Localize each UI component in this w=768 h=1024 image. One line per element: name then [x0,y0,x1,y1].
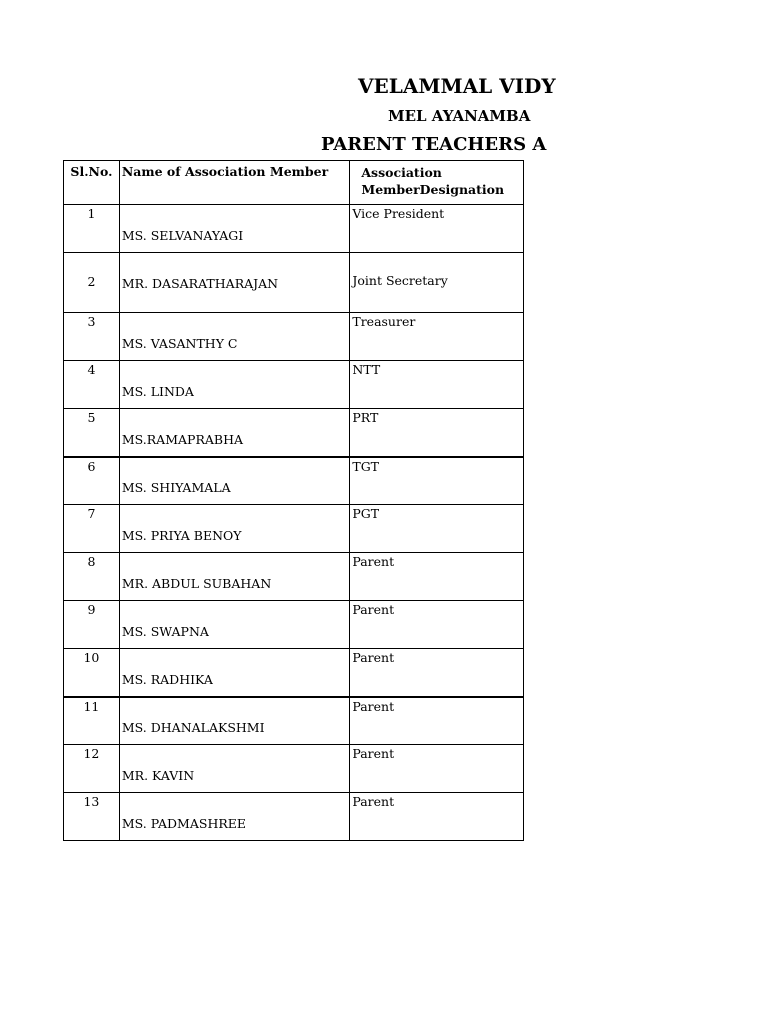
name-cell: MS. LINDA [119,361,349,409]
table-row [64,409,524,457]
table-row [64,361,524,409]
table-row [64,697,524,745]
sl-cell: 7 [64,505,120,553]
table-row [64,253,524,313]
header-member-name: Name of Association Member [119,161,349,205]
sl-cell: 5 [64,409,120,457]
table-row [64,505,524,553]
designation-cell: Parent [350,793,524,841]
header-designation-line1: Association [361,165,442,180]
designation-cell: PRT [350,409,524,457]
sl-cell: 13 [64,793,120,841]
designation-cell: Treasurer [350,313,524,361]
sl-cell: 10 [64,649,120,697]
designation-cell: NTT [350,361,524,409]
name-cell: MS. RADHIKA [119,649,349,697]
sl-cell: 2 [64,253,120,313]
sl-cell: 12 [64,745,120,793]
name-cell: MS. SHIYAMALA [119,457,349,505]
name-cell: MR. ABDUL SUBAHAN [119,553,349,601]
sl-cell: 1 [64,205,120,253]
name-cell: MS. VASANTHY C [119,313,349,361]
designation-cell: Joint Secretary [350,253,524,313]
designation-cell: Parent [350,745,524,793]
designation-cell: Parent [350,601,524,649]
sl-cell: 11 [64,697,120,745]
name-cell: MS. DHANALAKSHMI [119,697,349,745]
sl-cell: 4 [64,361,120,409]
table-row [64,649,524,697]
designation-cell: Vice President [350,205,524,253]
designation-cell: Parent [350,697,524,745]
table-row [64,205,524,253]
designation-cell: Parent [350,553,524,601]
sl-cell: 9 [64,601,120,649]
school-location: MEL AYANAMBA [388,107,531,125]
association-heading: PARENT TEACHERS A [321,134,547,155]
sl-cell: 6 [64,457,120,505]
name-cell: MS. SELVANAYAGI [119,205,349,253]
designation-cell: Parent [350,649,524,697]
sl-cell: 8 [64,553,120,601]
header-designation [350,161,524,205]
members-table [63,160,524,841]
name-cell: MR. KAVIN [119,745,349,793]
table-row [64,793,524,841]
header-sl-no: Sl.No. [64,161,120,205]
header-designation-line2: MemberDesignation [361,182,505,197]
name-cell: MS. PADMASHREE [119,793,349,841]
name-cell: MR. DASARATHARAJAN [119,253,349,313]
table-row [64,457,524,505]
table-row [64,601,524,649]
table-row [64,313,524,361]
designation-cell: PGT [350,505,524,553]
table-row [64,553,524,601]
designation-cell: TGT [350,457,524,505]
school-title: VELAMMAL VIDY [358,74,556,98]
name-cell: MS. SWAPNA [119,601,349,649]
name-cell: MS. PRIYA BENOY [119,505,349,553]
table-row [64,745,524,793]
name-cell: MS.RAMAPRABHA [119,409,349,457]
sl-cell: 3 [64,313,120,361]
table-header-row [64,161,524,205]
